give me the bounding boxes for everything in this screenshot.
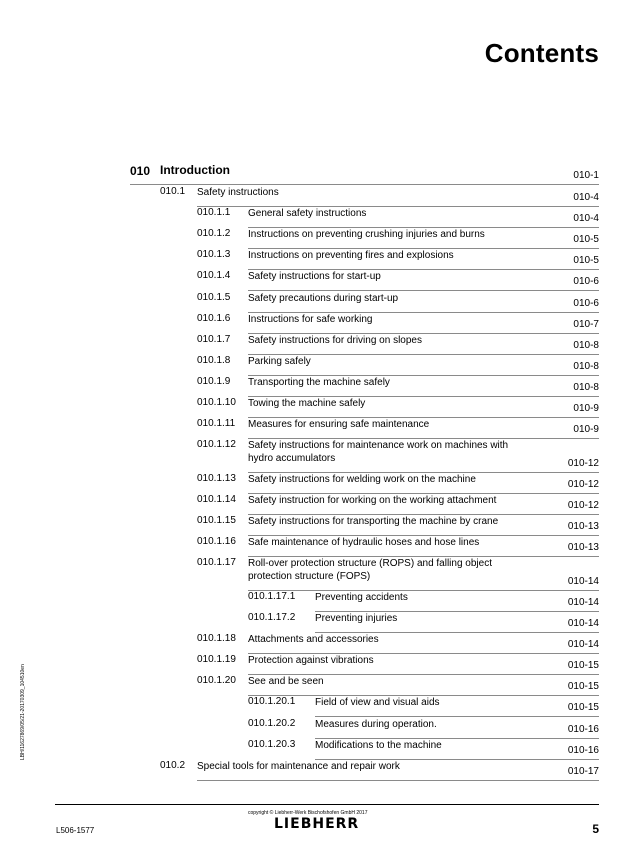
side-document-reference: LBH/11627869/05/21-20170309_104510en [20, 664, 26, 760]
toc-entry-page: 010-5 [573, 234, 599, 245]
toc-entry-page: 010-9 [573, 424, 599, 435]
toc-entry-title: Attachments and accessories [248, 634, 379, 645]
toc-entry-number: 010.1.13 [197, 473, 236, 484]
toc-entry-number: 010.1.1 [197, 207, 231, 218]
toc-entry-title: Instructions for safe working [248, 314, 373, 325]
toc-entry-number: 010.1.20 [197, 675, 236, 686]
toc-entry-number: 010.1.6 [197, 313, 231, 324]
toc-entry[interactable] [0, 186, 629, 206]
toc-entry-page: 010-15 [567, 681, 599, 692]
toc-entry-number: 010.1.2 [197, 228, 231, 239]
toc-entry-divider [197, 780, 599, 781]
toc-entry-number: 010.1.20.2 [248, 718, 296, 729]
page-number: 5 [592, 822, 599, 836]
toc-entry-title: Towing the machine safely [248, 398, 366, 409]
toc-entry[interactable] [0, 439, 629, 472]
toc-entry-title: Protection against vibrations [248, 655, 374, 666]
toc-entry[interactable] [0, 718, 629, 738]
toc-entry[interactable] [0, 334, 629, 354]
toc-entry-title: Roll-over protection structure (ROPS) and falling object protection structure (FOPS) [248, 558, 492, 582]
toc-entry[interactable] [0, 633, 629, 653]
toc-entry-number: 010.1.14 [197, 494, 236, 505]
toc-entry[interactable] [0, 696, 629, 716]
toc-entry[interactable] [0, 739, 629, 759]
toc-entry-title: Measures during operation. [315, 719, 437, 730]
toc-entry-title: Special tools for maintenance and repair work [197, 761, 400, 772]
toc-entry-number: 010.1.10 [197, 397, 236, 408]
toc-entry-title: Safety instructions for maintenance work on machines with hydro accumulators [248, 440, 509, 464]
toc-entry[interactable] [0, 654, 629, 674]
toc-entry-title: Introduction [160, 163, 230, 177]
toc-entry-title: Safe maintenance of hydraulic hoses and hose lines [248, 537, 480, 548]
brand-logo: LIEBHERR [274, 816, 360, 832]
toc-entry-page: 010-8 [573, 361, 599, 372]
toc-entry[interactable] [0, 207, 629, 227]
toc-entry-number: 010.1.20.3 [248, 739, 296, 750]
toc-entry[interactable] [0, 313, 629, 333]
toc-entry[interactable] [0, 292, 629, 312]
toc-entry-title: See and be seen [248, 676, 324, 687]
copyright-notice: copyright © Liebherr-Werk Bischofshofen GmbH 2017 [248, 810, 368, 816]
toc-entry-title: Transporting the machine safely [248, 377, 390, 388]
page-title: Contents [484, 38, 599, 68]
toc-entry-title: Preventing accidents [315, 592, 408, 603]
toc-entry-title: Safety instructions for transporting the machine by crane [248, 516, 499, 527]
toc-entry-title: Instructions on preventing crushing injuries and burns [248, 229, 485, 240]
toc-entry-page: 010-8 [573, 382, 599, 393]
toc-entry[interactable] [0, 515, 629, 535]
toc-entry-title: Measures for ensuring safe maintenance [248, 419, 430, 430]
toc-entry-title: Safety instruction for working on the working attachment [248, 495, 497, 506]
toc-entry[interactable] [0, 376, 629, 396]
toc-entry-title: Preventing injuries [315, 613, 398, 624]
toc-entry[interactable] [0, 473, 629, 493]
toc-entry-number: 010 [130, 164, 151, 178]
footer-divider [55, 804, 599, 805]
toc-entry-page: 010-4 [573, 192, 599, 203]
toc-entry-page: 010-6 [573, 298, 599, 309]
toc-entry[interactable] [0, 228, 629, 248]
toc-entry-divider [315, 716, 599, 717]
toc-entry-number: 010.1.7 [197, 334, 231, 345]
toc-entry-page: 010-14 [567, 639, 599, 650]
toc-entry[interactable] [0, 494, 629, 514]
toc-entry-page: 010-16 [567, 724, 599, 735]
toc-entry-number: 010.1.5 [197, 292, 231, 303]
toc-entry-number: 010.1.11 [197, 418, 236, 429]
toc-entry[interactable] [0, 760, 629, 780]
toc-entry-title: Safety precautions during start-up [248, 293, 399, 304]
toc-entry-page: 010-14 [567, 597, 599, 608]
toc-entry-page: 010-15 [567, 660, 599, 671]
toc-entry-title: Safety instructions for driving on slopes [248, 335, 422, 346]
toc-entry[interactable] [0, 591, 629, 611]
toc-entry-page: 010-14 [567, 576, 599, 587]
toc-entry[interactable] [0, 536, 629, 556]
toc-entry-number: 010.1.17 [197, 557, 236, 568]
toc-entry-number: 010.1.20.1 [248, 696, 296, 707]
toc-entry-title: General safety instructions [248, 208, 367, 219]
toc-entry[interactable] [0, 418, 629, 438]
toc-entry-title: Modifications to the machine [315, 740, 442, 751]
toc-entry-number: 010.2 [160, 760, 186, 771]
toc-entry-divider [130, 184, 599, 185]
toc-entry[interactable] [0, 557, 629, 590]
toc-entry-page: 010-1 [573, 170, 599, 181]
toc-entry-number: 010.1.19 [197, 654, 236, 665]
toc-entry-number: 010.1.18 [197, 633, 236, 644]
toc-entry-page: 010-8 [573, 340, 599, 351]
toc-entry-number: 010.1.12 [197, 439, 236, 450]
toc-entry-title: Safety instructions for start-up [248, 271, 381, 282]
toc-entry-number: 010.1.17.2 [248, 612, 296, 623]
toc-entry-page: 010-13 [567, 521, 599, 532]
toc-entry-number: 010.1.3 [197, 249, 231, 260]
toc-entry-title: Safety instructions for welding work on the machine [248, 474, 476, 485]
toc-entry-number: 010.1.17.1 [248, 591, 296, 602]
toc-entry-page: 010-9 [573, 403, 599, 414]
toc-entry-page: 010-5 [573, 255, 599, 266]
toc-entry-page: 010-15 [567, 702, 599, 713]
toc-entry-page: 010-12 [567, 458, 599, 469]
toc-entry-page: 010-7 [573, 319, 599, 330]
toc-entry-page: 010-6 [573, 276, 599, 287]
toc-entry-page: 010-17 [567, 766, 599, 777]
toc-entry-page: 010-12 [567, 500, 599, 511]
toc-entry-number: 010.1.15 [197, 515, 236, 526]
toc-entry[interactable] [0, 249, 629, 269]
toc-entry-number: 010.1.8 [197, 355, 231, 366]
toc-entry-title: Parking safely [248, 356, 311, 367]
toc-entry-page: 010-14 [567, 618, 599, 629]
toc-entry-page: 010-13 [567, 542, 599, 553]
toc-entry-divider [248, 290, 599, 291]
toc-entry-page: 010-12 [567, 479, 599, 490]
toc-entry[interactable] [0, 397, 629, 417]
document-code: L506-1577 [56, 826, 95, 835]
toc-entry-page: 010-4 [573, 213, 599, 224]
toc-entry[interactable] [0, 355, 629, 375]
toc-entry-number: 010.1.4 [197, 270, 231, 281]
toc-entry[interactable] [0, 270, 629, 290]
toc-entry[interactable] [0, 164, 629, 184]
toc-entry-number: 010.1.9 [197, 376, 231, 387]
toc-entry-number: 010.1 [160, 186, 186, 197]
toc-entry[interactable] [0, 612, 629, 632]
toc-entry-page: 010-16 [567, 745, 599, 756]
toc-entry[interactable] [0, 675, 629, 695]
toc-entry-title: Safety instructions [197, 187, 279, 198]
toc-entry-title: Instructions on preventing fires and explosions [248, 250, 454, 261]
toc-entry-title: Field of view and visual aids [315, 697, 440, 708]
toc-entry-number: 010.1.16 [197, 536, 236, 547]
